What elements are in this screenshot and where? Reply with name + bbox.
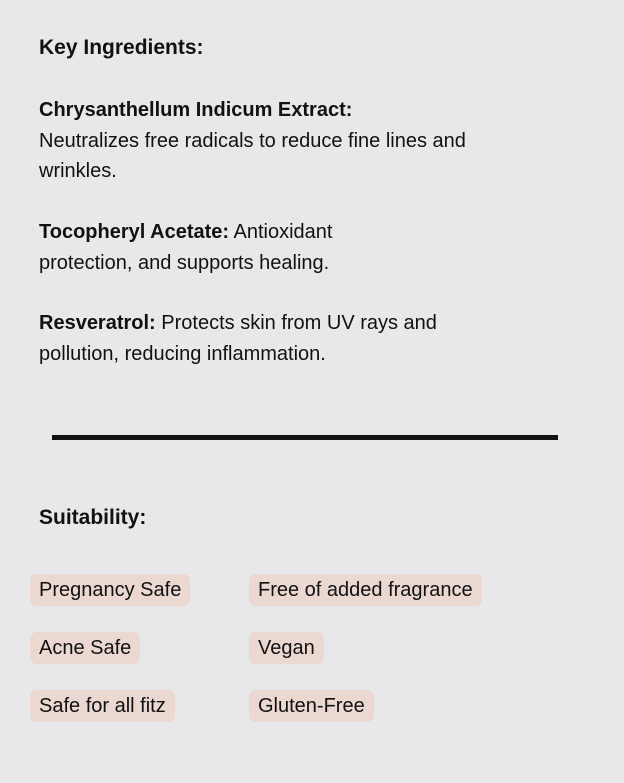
ingredient-name: Tocopheryl Acetate: <box>39 221 230 243</box>
tag-pregnancy-safe: Pregnancy Safe <box>30 574 190 606</box>
ingredient-resveratrol <box>39 308 439 369</box>
ingredient-description: Antioxidant protection, and supports healing. <box>39 221 333 274</box>
ingredient-name: Resveratrol: <box>39 312 156 334</box>
tag-gluten-free: Gluten-Free <box>249 690 374 722</box>
ingredient-tocopheryl <box>39 217 379 278</box>
key-ingredients-section <box>39 33 469 365</box>
tag-acne-safe: Acne Safe <box>30 632 140 664</box>
tag-vegan: Vegan <box>249 632 324 664</box>
section-divider <box>52 435 558 440</box>
tag-safe-for-all-fitz: Safe for all fitz <box>30 690 175 722</box>
tag-fragrance-free: Free of added fragrance <box>249 574 482 606</box>
ingredient-description: Protects skin from UV rays and pollution, reducing inflammation. <box>39 312 437 365</box>
ingredient-name: Chrysanthellum Indicum Extract: <box>39 99 353 121</box>
key-ingredients-title: Key Ingredients: <box>39 36 204 59</box>
ingredient-chrysanthellum <box>39 95 469 187</box>
ingredient-description: Neutralizes free radicals to reduce fine lines and wrinkles. <box>39 129 466 182</box>
suitability-title: Suitability: <box>39 506 147 529</box>
